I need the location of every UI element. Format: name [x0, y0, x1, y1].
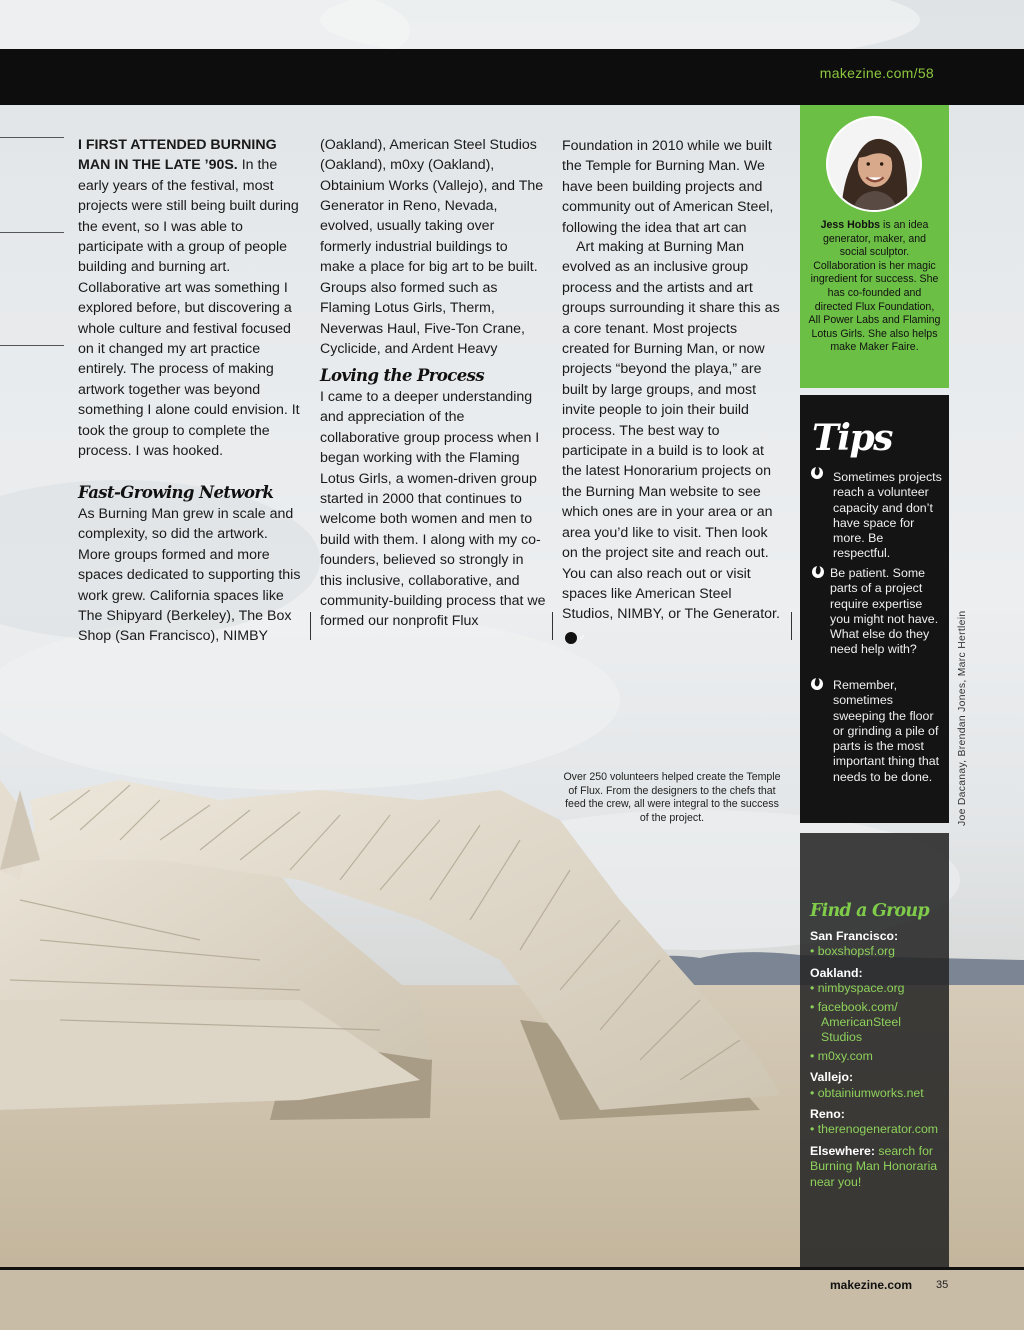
flame-icon [810, 464, 824, 480]
article-lead: I FIRST ATTENDED BURNING MAN IN THE LATE ’90S. [78, 137, 277, 174]
article-p4: Art making at Burning Man evolved as an inclusive group process and the artists and art groups surrounding it share this as a core tenant. Most projects created for Burning Man, or now projects “beyond the playa,” are built by large groups, and most invite people to join their build process. The best way to participate in a build is to look at the latest Honorarium projects on the Burning Man website to see which ones are in your area or an area you’d like to visit. Then look on the project site and reach out. You can also reach out or visit spaces like American Steel Studios, NIMBY, or The Generator. [562, 239, 780, 623]
page-number: 35 [936, 1279, 949, 1291]
tips-title: Tips [812, 417, 892, 459]
margin-rule [0, 345, 64, 346]
group-city: Vallejo: [810, 1070, 854, 1085]
column-rule [552, 612, 553, 640]
article-paragraph-3-cont [562, 135, 784, 237]
group-city: San Francisco: [810, 929, 899, 943]
photo-credit: Joe Dacanay, Brendan Jones, Marc Hertlein [957, 610, 968, 826]
author-name: Jess Hobbs [820, 219, 881, 231]
column-rule [791, 612, 792, 640]
tips-box [800, 395, 949, 823]
find-a-group-box [800, 833, 949, 1267]
author-bio [808, 219, 941, 355]
group-city: Reno: [810, 1107, 845, 1122]
article-paragraph-2: As Burning Man grew in scale and complexity, so did the artwork. More groups formed and more spaces dedicated to supporting this work grew. California spaces like The Shipyard (Berkeley), The Box Shop (San Francisco), NIMBY [78, 506, 301, 645]
group-city: Oakland: [810, 965, 863, 980]
tip-item: Be patient. Some parts of a project require expertise you might not have. What else do they need help with? [830, 566, 939, 657]
margin-rule [0, 232, 64, 233]
article-p2-continuation: (Oakland), American Steel Studios (Oakland), m0xy (Oakland), Obtainium Works (Vallejo), and The Generator in Reno, Nevada, evolved, usually taking over formerly industrial buildings to make a place for big art to be built. Groups also formed such as Flaming Lotus Girls, Therm, Neverwas Haul, Five-Ton Crane, Cyclicide, and Ardent Heavy [320, 136, 544, 357]
photo-caption: Over 250 volunteers helped create the Temple of Flux. From the designers to the chefs that feed the crew, all were integral to the success of the project. [563, 771, 781, 824]
article-paragraph-4 [562, 237, 784, 645]
column-rule [310, 612, 311, 640]
article-paragraph-3: I came to a deeper understanding and appreciation of the collaborative group process when I began working with the Flaming Lotus Girls, a women-driven group started in 2000 that continues to welcome both women and men to build with them. I along with my co-founders, believed so strongly in this inclusive, collaborative, and community-building process that we formed our nonprofit Flux [320, 389, 546, 630]
group-link[interactable]: • therenogenerator.com [810, 1122, 939, 1137]
group-elsewhere-label: Elsewhere: [810, 1143, 875, 1158]
footer-site[interactable]: makezine.com [830, 1278, 913, 1292]
article-paragraph-1 [78, 135, 304, 464]
group-link[interactable]: • m0xy.com [810, 1048, 873, 1063]
article-column-3 [562, 135, 784, 645]
group-elsewhere-text: search for Burning Man Honoraria near you! [810, 1143, 938, 1189]
flame-icon [811, 563, 825, 579]
group-list [810, 929, 944, 1190]
group-link[interactable]: • facebook.com/ AmericanSteel Studios [810, 999, 901, 1045]
top-bar [0, 49, 1024, 105]
find-a-group-title: Find a Group [810, 901, 929, 921]
article-column-1 [78, 135, 304, 646]
article-p3-continuation: Foundation in 2010 while we built the Temple for Burning Man. We have been building projects and community out of American Steel, following the idea that art can [562, 137, 774, 236]
group-elsewhere [810, 1144, 944, 1190]
footer-rule [0, 1267, 1024, 1270]
top-url[interactable]: makezine.com/58 [819, 65, 934, 81]
article-paragraph-2-cont [320, 135, 546, 359]
author-portrait-icon [828, 118, 920, 210]
author-avatar [826, 116, 922, 212]
tip-item: Remember, sometimes sweeping the floor or grinding a pile of parts is the most important thing that needs to be done. [833, 678, 940, 784]
subhead-fast-growing-network: Fast-Growing Network [78, 483, 274, 502]
tip-item: Sometimes projects reach a volunteer capacity and don’t have space for more. Be respectful. [833, 470, 942, 561]
margin-rule [0, 137, 64, 138]
author-bio-text: is an idea generator, maker, and social sculptor. Collaboration is her magic ingredient for success. She has co-founded and directed Flux Foundation, All Power Labs and Flaming Lotus Girls. She also helps make Maker Faire. [808, 219, 941, 354]
author-bio-box [800, 105, 949, 388]
article-column-2 [320, 135, 546, 631]
article-p1: In the early years of the festival, most projects were still being built during the event, so I was able to participate with a group of people building and burning art. Collaborative art was something I explored before, but discovering a whole culture and festival focused on it changed my art practice entirely. The process of making artwork together was beyond something I alone could envision. It took the group to complete the process. I was hooked. [78, 157, 300, 460]
subhead-loving-the-process: Loving the Process [320, 366, 485, 385]
flame-icon [810, 675, 824, 691]
group-link[interactable]: • boxshopsf.org [810, 944, 895, 959]
group-link[interactable]: • nimbyspace.org [810, 981, 905, 996]
group-link[interactable]: • obtainiumworks.net [810, 1085, 924, 1100]
end-mark-icon: ✓ [565, 632, 577, 644]
